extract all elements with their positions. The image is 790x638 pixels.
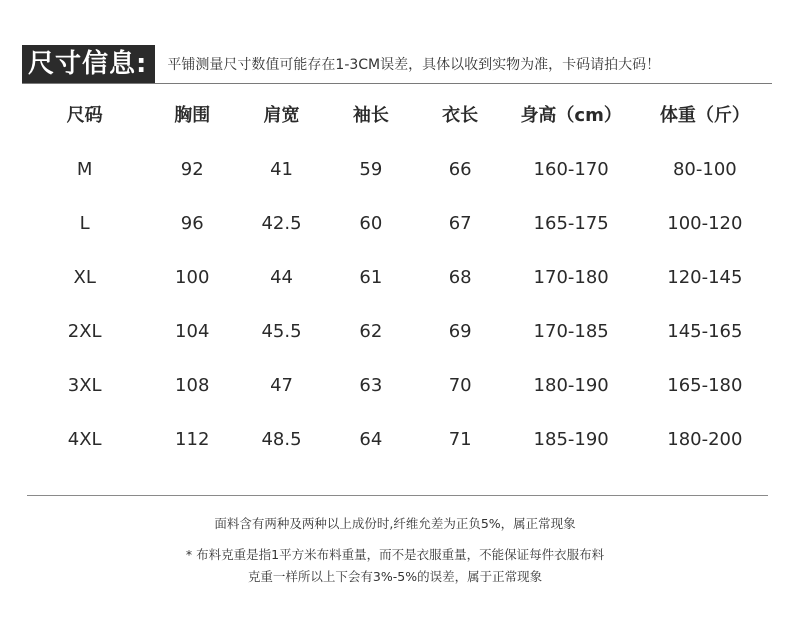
length-cell: 70	[448, 374, 472, 396]
height-cell: 170-185	[533, 320, 609, 342]
column-header-size: 尺码	[66, 105, 103, 126]
size-cell: 2XL	[67, 320, 102, 342]
size-cell: XL	[73, 266, 96, 288]
column-header-sleeve: 袖长	[352, 105, 389, 126]
weight-cell: 120-145	[667, 266, 743, 288]
table-row	[22, 358, 772, 412]
table-row	[22, 142, 772, 196]
weight-cell: 80-100	[672, 158, 737, 180]
shoulder-cell: 47	[270, 374, 293, 396]
size-cell: 4XL	[67, 428, 102, 450]
sleeve-cell: 64	[359, 428, 383, 450]
chest-cell: 92	[180, 158, 204, 180]
chest-cell: 108	[175, 374, 210, 396]
shoulder-cell: 41	[270, 158, 293, 180]
length-cell: 68	[448, 266, 472, 288]
sleeve-cell: 60	[359, 212, 383, 234]
fabric-composition-note: 面料含有两种及两种以上成份时,纤维允差为正负5%，属正常现象	[214, 516, 576, 531]
table-row	[22, 412, 772, 466]
sleeve-cell: 62	[359, 320, 383, 342]
size-info-title: 尺寸信息:	[22, 45, 155, 83]
table-row	[22, 304, 772, 358]
height-cell: 170-180	[533, 266, 609, 288]
column-header-shoulder: 肩宽	[263, 105, 300, 126]
measurement-error-note: 平铺测量尺寸数值可能存在1-3CM误差，具体以收到实物为准，卡码请拍大码！	[167, 57, 661, 73]
height-cell: 165-175	[533, 212, 609, 234]
table-header-row	[22, 86, 772, 142]
sleeve-cell: 61	[359, 266, 383, 288]
chest-cell: 96	[180, 212, 204, 234]
table-row	[22, 250, 772, 304]
weight-cell: 145-165	[667, 320, 743, 342]
length-cell: 66	[448, 158, 472, 180]
length-cell: 71	[448, 428, 472, 450]
size-info-header	[22, 44, 772, 84]
column-header-length: 衣长	[442, 105, 479, 126]
fabric-weight-note-line-2: 克重一样所以上下会有3%-5%的误差，属于正常现象	[247, 569, 543, 584]
shoulder-cell: 42.5	[261, 212, 302, 234]
shoulder-cell: 44	[270, 266, 293, 288]
height-cell: 180-190	[533, 374, 609, 396]
column-header-height: 身高（cm）	[520, 105, 622, 126]
weight-cell: 165-180	[667, 374, 743, 396]
weight-cell: 100-120	[667, 212, 743, 234]
header-divider	[22, 83, 772, 84]
height-cell: 185-190	[533, 428, 609, 450]
shoulder-cell: 48.5	[261, 428, 302, 450]
column-header-weight: 体重（斤）	[659, 105, 750, 126]
height-cell: 160-170	[533, 158, 609, 180]
fabric-weight-note-line-1: * 布料克重是指1平方米布料重量，而不是衣服重量，不能保证每件衣服布料	[185, 547, 605, 562]
size-chart-table	[22, 86, 772, 466]
sleeve-cell: 59	[359, 158, 383, 180]
chest-cell: 100	[175, 266, 210, 288]
column-header-chest: 胸围	[174, 105, 211, 126]
shoulder-cell: 45.5	[261, 320, 302, 342]
chest-cell: 104	[175, 320, 210, 342]
size-cell: 3XL	[67, 374, 102, 396]
length-cell: 67	[448, 212, 472, 234]
size-cell: L	[79, 212, 90, 234]
footer-divider	[27, 495, 768, 496]
table-row	[22, 196, 772, 250]
size-cell: M	[76, 158, 93, 180]
length-cell: 69	[448, 320, 472, 342]
weight-cell: 180-200	[667, 428, 743, 450]
chest-cell: 112	[175, 428, 210, 450]
sleeve-cell: 63	[359, 374, 383, 396]
